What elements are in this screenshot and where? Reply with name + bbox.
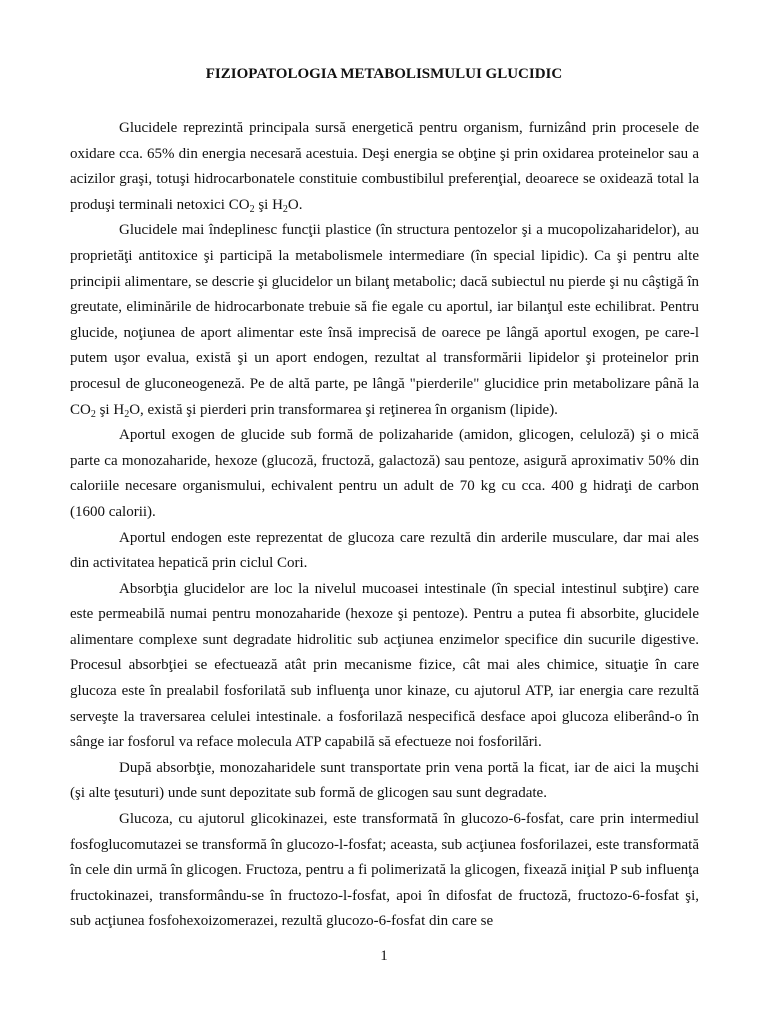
- page-number: 1: [380, 948, 388, 964]
- subscript-2: 2: [124, 408, 130, 420]
- subscript-2: 2: [90, 408, 96, 420]
- paragraph-3: Aportul exogen de glucide sub formă de polizaharide (amidon, glicogen, celuloză) şi o mică parte ca monozaharide, hexoze (glucoză, fructoză, galactoză) sau pentoze, asigură aproximativ 50% din caloriile necesare organismului, echivalent pentru un adult de 70 kg cu cca. 400 g hidraţi de carbon (1600 calorii).: [70, 427, 699, 520]
- paragraph-5: Absorbţia glucidelor are loc la nivelul mucoasei intestinale (în special intestinul subţire) care este permeabilă numai pentru monozaharide (hexoze şi pentoze). Pentru a putea fi absorbite, glucidele alimentare complexe sunt degradate hidrolitic sub acţiunea enzimelor specifice din sucurile digestive. Procesul absorbţiei se efectuează atât prin mecanisme fizice, cât mai ales chimice, situaţie în care glucoza este în prealabil fosforilată sub influenţa unor kinaze, cu ajutorul ATP, iar energia care rezultă serveşte la traversarea celulei intestinale. a fosforilază nespecifică desface apoi glucoza eliberând-o în sânge iar fosforul va reface molecula ATP capabilă să efectueze noi fosforilări.: [70, 580, 699, 751]
- document-body: [70, 116, 699, 935]
- subscript-2: 2: [282, 203, 288, 215]
- paragraph-1: Glucidele reprezintă principala sursă energetică pentru organism, furnizând prin procesele de oxidare cca. 65% din energia necesară acestuia. Deşi energia se obţine şi prin oxidarea proteinelor sau a acizilor graşi, totuşi hidrocarbonatele constituie combustibilul preferenţial, deoarece se oxidează total la produşi terminali netoxici $CO_2$ şi $H_2O$.: [70, 120, 699, 215]
- paragraph-6: După absorbţie, monozaharidele sunt transportate prin vena portă la ficat, iar de aici la muşchi (şi alte ţesuturi) unde sunt depozitate sub formă de glicogen sau sunt degradate.: [70, 759, 699, 802]
- paragraph-7: Glucoza, cu ajutorul glicokinazei, este transformată în glucozo-6-fosfat, care prin intermediul fosfoglucomutazei se transformă în glucozo-l-fosfat; aceasta, sub acţiunea fosforilazei, este transformată în cele din urmă în glicogen. Fructoza, pentru a fi polimerizată la glicogen, fixează iniţial P sub influenţa fructokinazei, transformându-se în fructozo-l-fosfat, apoi în difosfat de fructoză, fructozo-6-fosfat şi, sub acţiunea fosfohexoizomerazei, rezultă glucozo-6-fosfat din care se: [70, 811, 699, 930]
- subscript-2: 2: [249, 203, 255, 215]
- paragraph-4: Aportul endogen este reprezentat de glucoza care rezultă din arderile musculare, dar mai ales din activitatea hepatică prin ciclul Cori.: [70, 529, 699, 572]
- paragraph-2: Glucidele mai îndeplinesc funcţii plastice (în structura pentozelor şi a mucopolizaharidelor), au proprietăţi antitoxice şi participă la metabolismele intermediare (în special lipidic). Ca şi pentru alte principii alimentare, se descrie şi glucidelor un bilanţ metabolic; dacă subiectul nu pierde şi nu câştigă în greutate, eliminările de hidrocarbonate trebuie să fie egale cu aportul, iar bilanţul este echilibrat. Pentru glucide, noţiunea de aport alimentar este însă imprecisă de oarece pe lângă aportul exogen, pe care-l putem uşor evalua, există şi un aport endogen, rezultat al transformării lipidelor şi proteinelor prin procesul de gluconeogeneză. Pe de altă parte, pe lângă "pierderile" glucidice prin metabolizare până la $CO_2$ şi $H_2O$, există şi pierderi prin transformarea şi reţinerea în organism (lipide).: [70, 222, 699, 420]
- document-title: FIZIOPATOLOGIA METABOLISMULUI GLUCIDIC: [205, 66, 563, 82]
